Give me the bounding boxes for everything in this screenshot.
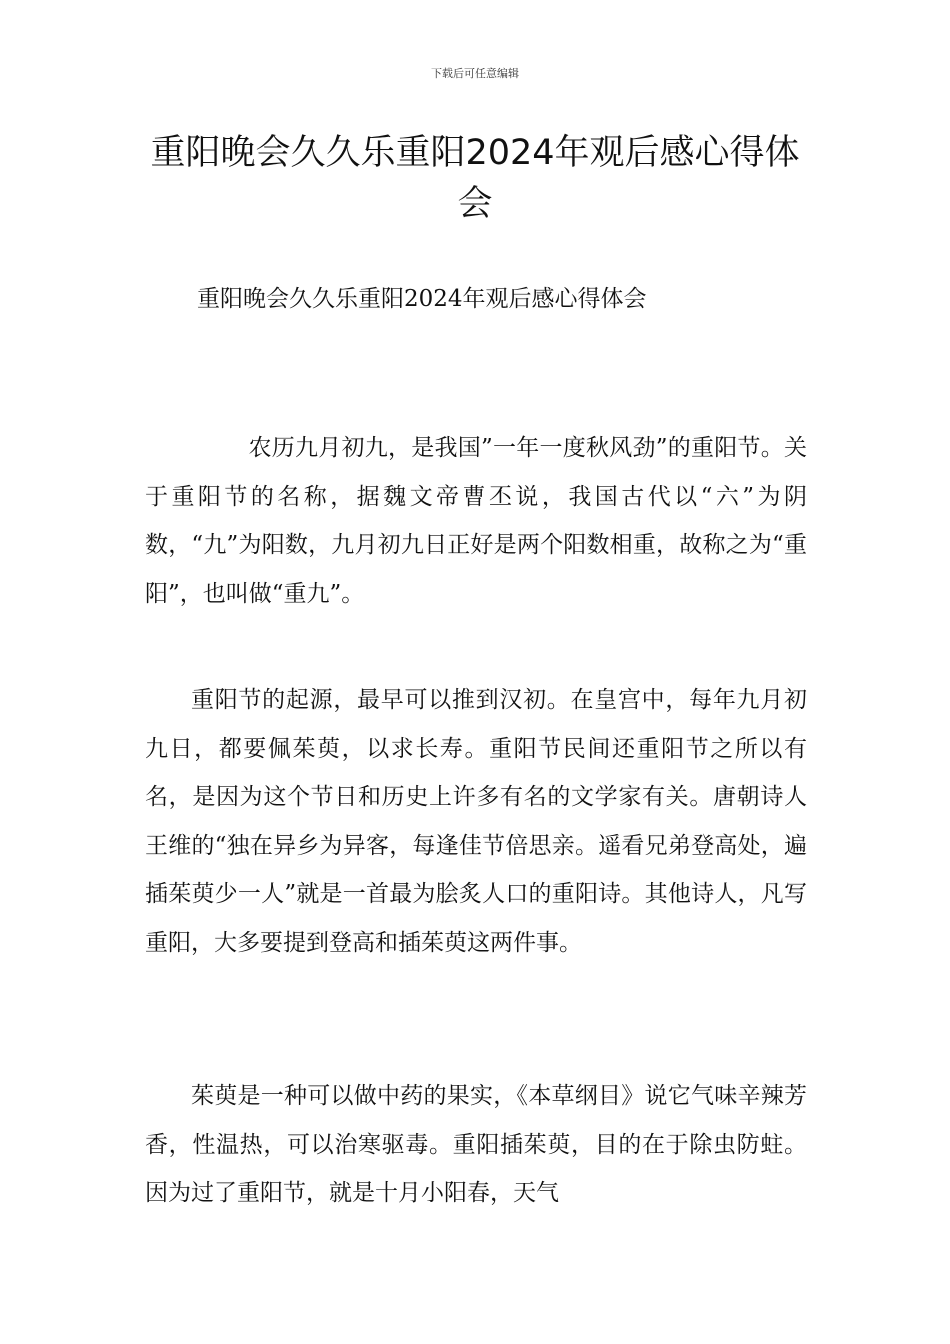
paragraph-2: 重阳节的起源，最早可以推到汉初。在皇宫中，每年九月初九日，都要佩茱萸，以求长寿。重阳节民间还重阳节之所以有名，是因为这个节日和历史上许多有名的文学家有关。唐朝诗人王维的“独在异乡为异客，每逢佳节倍思亲。遥看兄弟登高处，遍插茱萸少一人”就是一首最为脍炙人口的重阳诗。其他诗人，凡写重阳，大多要提到登高和插茱萸这两件事。 [145, 687, 807, 956]
document-subtitle: 重阳晚会久久乐重阳2024年观后感心得体会 [197, 286, 647, 312]
paragraph-3: 茱萸是一种可以做中药的果实，《本草纲目》说它气味辛辣芳香，性温热，可以治寒驱毒。重阳插茱萸，目的在于除虫防蛀。因为过了重阳节，就是十月小阳春，天气 [145, 1083, 807, 1206]
paragraph-1: 农历九月初九，是我国”一年一度秋风劲”的重阳节。关于重阳节的名称，据魏文帝曹丕说，我国古代以“六”为阴数，“九”为阳数，九月初九日正好是两个阳数相重，故称之为“重阳”，也叫做“重九”。 [145, 435, 807, 607]
header-note: 下载后可任意编辑 [431, 67, 519, 80]
document-title: 重阳晚会久久乐重阳2024年观后感心得体会 [150, 133, 800, 224]
